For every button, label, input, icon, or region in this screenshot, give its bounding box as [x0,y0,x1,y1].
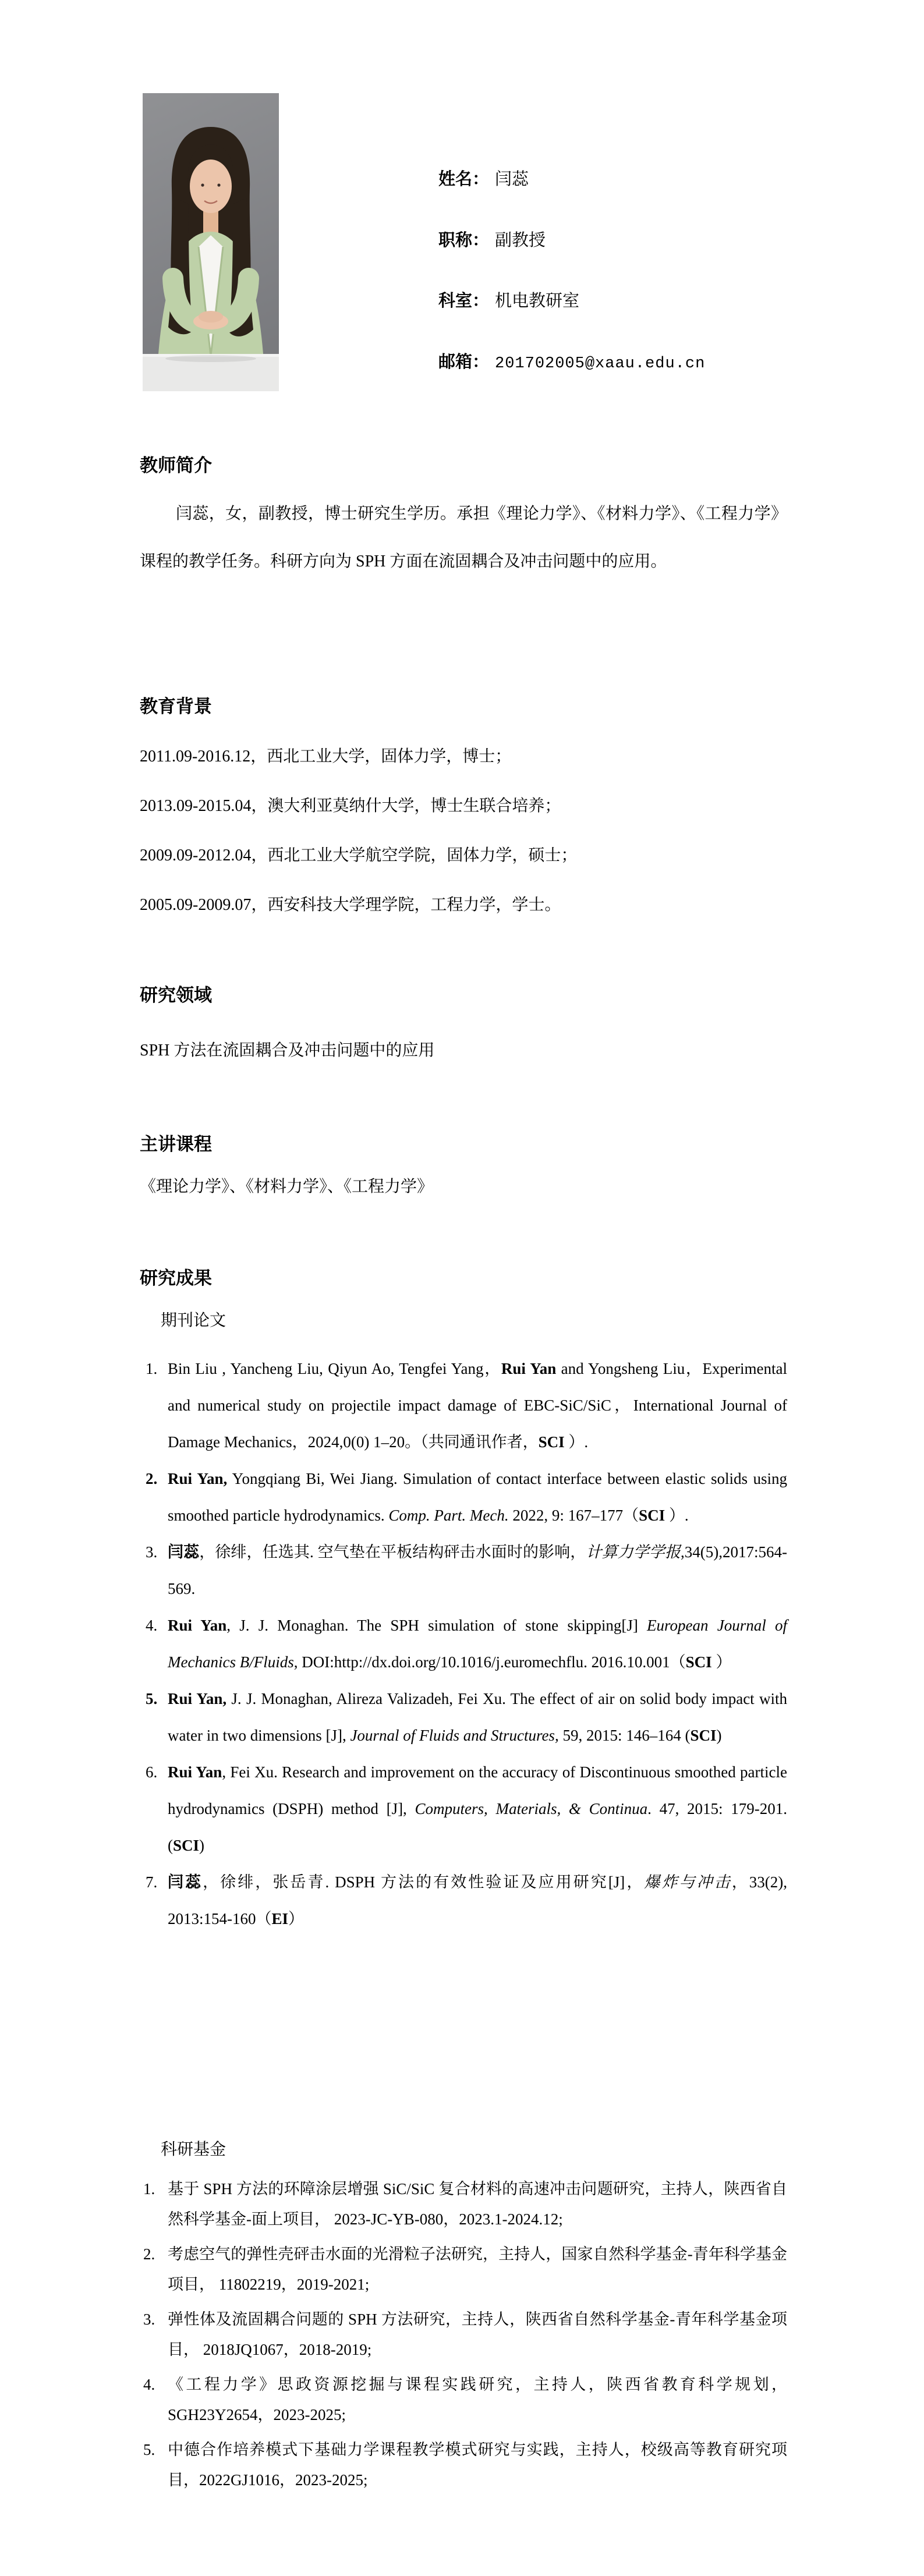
section-title-education: 教育背景 [140,696,212,717]
text-segment: , J. J. Monaghan. The SPH simulation of stone skipping[J] [226,1617,647,1634]
journal-paper-item [140,1351,787,1461]
education-item: 2009.09-2012.04，西北工业大学航空学院，固体力学，硕士； [140,846,578,864]
education-item: 2011.09-2016.12，西北工业大学，固体力学，博士； [140,747,512,766]
section-title-courses: 主讲课程 [140,1134,212,1154]
research-field-content: SPH 方法在流固耦合及冲击问题中的应用 [140,1041,435,1060]
text-segment: Bin Liu , Yancheng Liu, Qiyun Ao, Tengfei Yang， [168,1360,501,1377]
info-field-row [438,168,529,190]
hands-top [199,311,223,323]
info-field-label: 科室： [438,292,490,310]
research-fund-item [140,2174,787,2234]
text-segment: 考虑空气的弹性壳砰击水面的光滑粒子法研究，主持人，国家自然科学基金-青年科学基金项目， 11802219，2019-2021; [168,2245,787,2293]
face [190,160,232,213]
section-title-achievements: 研究成果 [140,1268,212,1288]
text-segment: ) [199,1837,205,1854]
text-segment: ，徐绯，任选其. 空气垫在平板结构砰击水面时的影响， [199,1543,586,1561]
text-segment: Rui Yan, [168,1690,227,1707]
text-segment: J. J. Monaghan, Alireza Valizadeh, Fei Xu. The effect of air on solid body impact with water in two dimensions [J], [168,1690,787,1744]
text-segment: European Journal of Mechanics B/Fluids [168,1617,787,1671]
text-segment: 弹性体及流固耦合问题的 SPH 方法研究，主持人，陕西省自然科学基金-青年科学基金项目， 2018JQ1067，2018-2019; [168,2311,787,2358]
item-number: 2. [143,2245,155,2263]
item-number: 4. [146,1617,158,1634]
text-segment: Comp. Part. Mech. [388,1507,509,1524]
item-number: 5. [143,2441,155,2458]
info-field-value: 副教授 [495,231,546,250]
text-segment: ) [716,1727,722,1744]
info-field-label: 职称： [438,231,490,250]
info-field-row [438,351,705,375]
item-number: 2. [146,1470,158,1487]
journal-paper-item [140,1754,787,1864]
education-item: 2013.09-2015.04，澳大利亚莫纳什大学，博士生联合培养； [140,797,561,815]
text-segment: EI [271,1910,289,1927]
text-segment: ） [288,1910,305,1927]
text-segment: 闫蕊 [168,1543,200,1561]
text-segment: 基于 SPH 方法的环障涂层增强 SiC/SiC 复合材料的高速冲击问题研究，主持人，陕西省自然科学基金-面上项目， 2023-JC-YB-080，2023.1-2024.12; [168,2180,787,2228]
text-segment: 中德合作培养模式下基础力学课程教学模式研究与实践，主持人，校级高等教育研究项目，2022GJ1016，2023-2025; [168,2441,787,2489]
journal-paper-list [140,1351,787,1937]
info-field-value: 201702005@xaau.edu.cn [495,355,706,373]
text-segment: ）. [564,1433,589,1451]
text-segment: Rui Yan [501,1360,557,1377]
education-item: 2005.09-2009.07，西安科技大学理学院，工程力学，学士。 [140,896,561,914]
journal-paper-item [140,1534,787,1607]
text-segment: and Yongsheng Liu，Experimental and numerical study on projectile impact damage of EBC-SiC/SiC，International Journal of Damage Mechanics，2024,0(0) 1–20。（共同通讯作者， [168,1360,787,1451]
text-segment: ）. [665,1507,689,1524]
info-field-label: 姓名： [438,170,490,189]
text-segment: Yongqiang Bi, Wei Jiang. Simulation of contact interface between elastic solids using smoothed particle hydrodynamics. [168,1470,787,1524]
text-segment: , DOI:http://dx.doi.org/10.1016/j.euromechflu. 2016.10.001（ [293,1653,686,1671]
education-list [140,732,787,930]
left-eye [201,183,204,186]
item-number: 1. [143,2180,155,2198]
text-segment: ，徐绯，张岳青. DSPH 方法的有效性验证及应用研究[J]， [203,1873,645,1891]
item-number: 5. [146,1690,158,1707]
text-segment: Computers, Materials, & Continua [415,1800,648,1817]
journal-paper-item [140,1461,787,1534]
text-segment: . 47, 2015: 179-201. ( [168,1800,787,1854]
research-fund-list [140,2174,787,2500]
text-segment: Rui Yan, [168,1470,228,1487]
item-number: 3. [143,2311,155,2328]
item-number: 3. [146,1543,158,1561]
info-field-label: 邮箱： [438,353,490,371]
journal-paper-item [140,1607,787,1681]
text-segment: Rui Yan [168,1617,227,1634]
text-segment: SCI [685,1653,712,1671]
info-field-row [438,229,546,251]
text-segment: ,34(5),2017:564-569. [168,1543,788,1597]
text-segment: 59, 2015: 146–164 ( [558,1727,691,1744]
text-segment: SCI [173,1837,200,1854]
table-shadow [165,355,256,362]
journal-paper-item [140,1681,787,1754]
section-title-research-field: 研究领域 [140,985,212,1005]
text-segment: ） [711,1653,732,1671]
text-segment: SCI [639,1507,665,1524]
research-fund-item [140,2239,787,2299]
text-segment: 爆炸与冲击 [644,1873,732,1891]
text-segment: SCI [538,1433,565,1451]
text-segment: 计算力学学报 [586,1543,681,1561]
text-segment: 《工程力学》思政资源挖掘与课程实践研究，主持人，陕西省教育科学规划，SGH23Y2654，2023-2025; [168,2376,787,2423]
item-number: 6. [146,1763,158,1781]
intro-paragraph: 闫蕊，女，副教授，博士研究生学历。承担《理论力学》、《材料力学》、《工程力学》课程的教学任务。科研方向为 SPH 方面在流固耦合及冲击问题中的应用。 [140,505,787,571]
info-field-row [438,290,579,312]
subtitle-research-funds: 科研基金 [161,2141,226,2159]
portrait-photo [143,93,279,391]
item-number: 7. [146,1873,158,1891]
research-fund-item [140,2304,787,2365]
section-title-intro: 教师简介 [140,455,212,476]
info-field-value: 闫蕊 [495,170,529,189]
item-number: 1. [146,1360,158,1377]
text-segment: 闫蕊 [168,1873,203,1891]
text-segment: Rui Yan [168,1763,222,1781]
research-fund-item [140,2369,787,2430]
text-segment: Journal of Fluids and Structures, [350,1727,559,1744]
courses-content: 《理论力学》、《材料力学》、《工程力学》 [140,1178,434,1196]
info-field-value: 机电教研室 [495,292,580,310]
research-fund-item [140,2435,787,2495]
journal-paper-item [140,1864,787,1937]
text-segment: 2022, 9: 167–177（ [508,1507,639,1524]
text-segment: SCI [690,1727,717,1744]
item-number: 4. [143,2376,155,2393]
subtitle-journal-papers: 期刊论文 [161,1312,226,1330]
text-segment: , Fei Xu. Research and improvement on the accuracy of Discontinuous smoothed particle hydrodynamics (DSPH) method [J], [168,1763,787,1817]
right-eye [217,183,220,186]
text-segment: ，33(2), 2013:154-160（ [168,1873,787,1927]
